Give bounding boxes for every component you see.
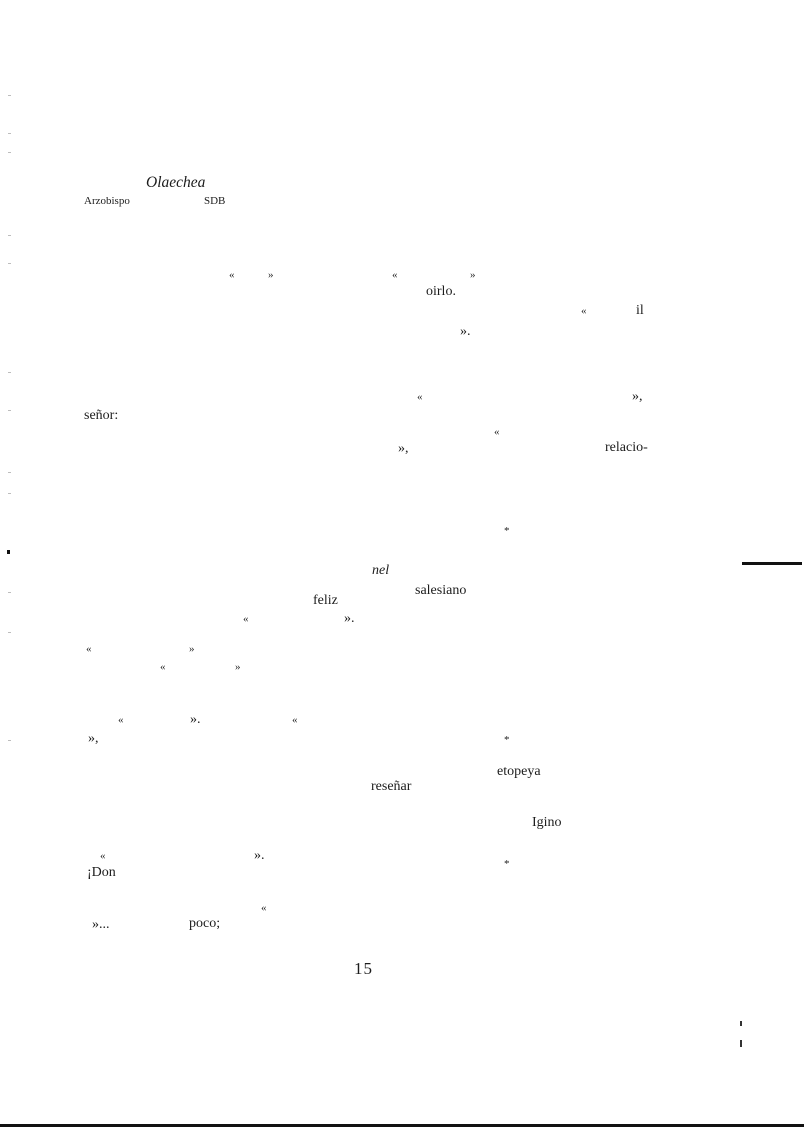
quote-open: « bbox=[292, 714, 298, 726]
quote-open: « bbox=[243, 613, 249, 625]
quote-close-period: ». bbox=[344, 611, 355, 626]
margin-tick bbox=[8, 133, 11, 134]
asterisk-divider: * bbox=[504, 525, 510, 537]
quote-open: « bbox=[100, 850, 106, 862]
quote-close-period: ». bbox=[190, 712, 201, 727]
word-don: ¡Don bbox=[87, 865, 116, 880]
scan-mark bbox=[740, 1021, 742, 1026]
quote-open: « bbox=[261, 902, 267, 914]
bottom-rule bbox=[0, 1124, 804, 1127]
scan-mark bbox=[740, 1040, 742, 1047]
margin-tick bbox=[8, 472, 11, 473]
margin-tick bbox=[8, 410, 11, 411]
quote-close-comma: », bbox=[88, 731, 99, 746]
quote-open: « bbox=[392, 269, 398, 281]
margin-tick bbox=[8, 740, 11, 741]
quote-open: « bbox=[229, 269, 235, 281]
word-il: il bbox=[636, 303, 644, 318]
quote-close: » bbox=[235, 661, 241, 673]
quote-close: » bbox=[268, 269, 274, 281]
quote-close: » bbox=[189, 643, 195, 655]
page-number: 15 bbox=[354, 959, 373, 978]
quote-close-comma: », bbox=[632, 389, 643, 404]
word-relacio: relacio- bbox=[605, 440, 648, 455]
word-igino: Igino bbox=[532, 815, 562, 830]
author-surname: Olaechea bbox=[146, 174, 206, 191]
scan-edge-rule bbox=[742, 562, 802, 565]
quote-close-period: ». bbox=[254, 848, 265, 863]
margin-tick bbox=[8, 95, 11, 96]
margin-tick bbox=[8, 493, 11, 494]
quote-close-period: ». bbox=[460, 324, 471, 339]
margin-tick bbox=[8, 263, 11, 264]
quote-open: « bbox=[118, 714, 124, 726]
word-senor: señor: bbox=[84, 408, 119, 423]
word-nel: nel bbox=[372, 563, 390, 578]
quote-open: « bbox=[494, 426, 500, 438]
word-salesiano: salesiano bbox=[415, 583, 467, 598]
margin-tick bbox=[8, 152, 11, 153]
quote-close-comma: », bbox=[398, 441, 409, 456]
word-poco: poco; bbox=[189, 916, 221, 931]
quote-close-ellipsis: »... bbox=[92, 917, 110, 932]
quote-open: « bbox=[581, 305, 587, 317]
quote-open: « bbox=[160, 661, 166, 673]
asterisk-divider: * bbox=[504, 734, 510, 746]
word-etopeya: etopeya bbox=[497, 764, 541, 779]
margin-tick bbox=[8, 632, 11, 633]
margin-tick bbox=[8, 592, 11, 593]
quote-open: « bbox=[86, 643, 92, 655]
margin-tick bbox=[8, 235, 11, 236]
word-feliz: feliz bbox=[313, 593, 338, 608]
word-oirlo: oirlo. bbox=[426, 284, 456, 299]
quote-close: » bbox=[470, 269, 476, 281]
asterisk-divider: * bbox=[504, 858, 510, 870]
word-resenar: reseñar bbox=[371, 779, 412, 794]
margin-tick bbox=[8, 372, 11, 373]
author-title: Arzobispo bbox=[84, 195, 130, 207]
scan-mark bbox=[7, 550, 10, 554]
author-order: SDB bbox=[204, 195, 226, 207]
quote-open: « bbox=[417, 391, 423, 403]
